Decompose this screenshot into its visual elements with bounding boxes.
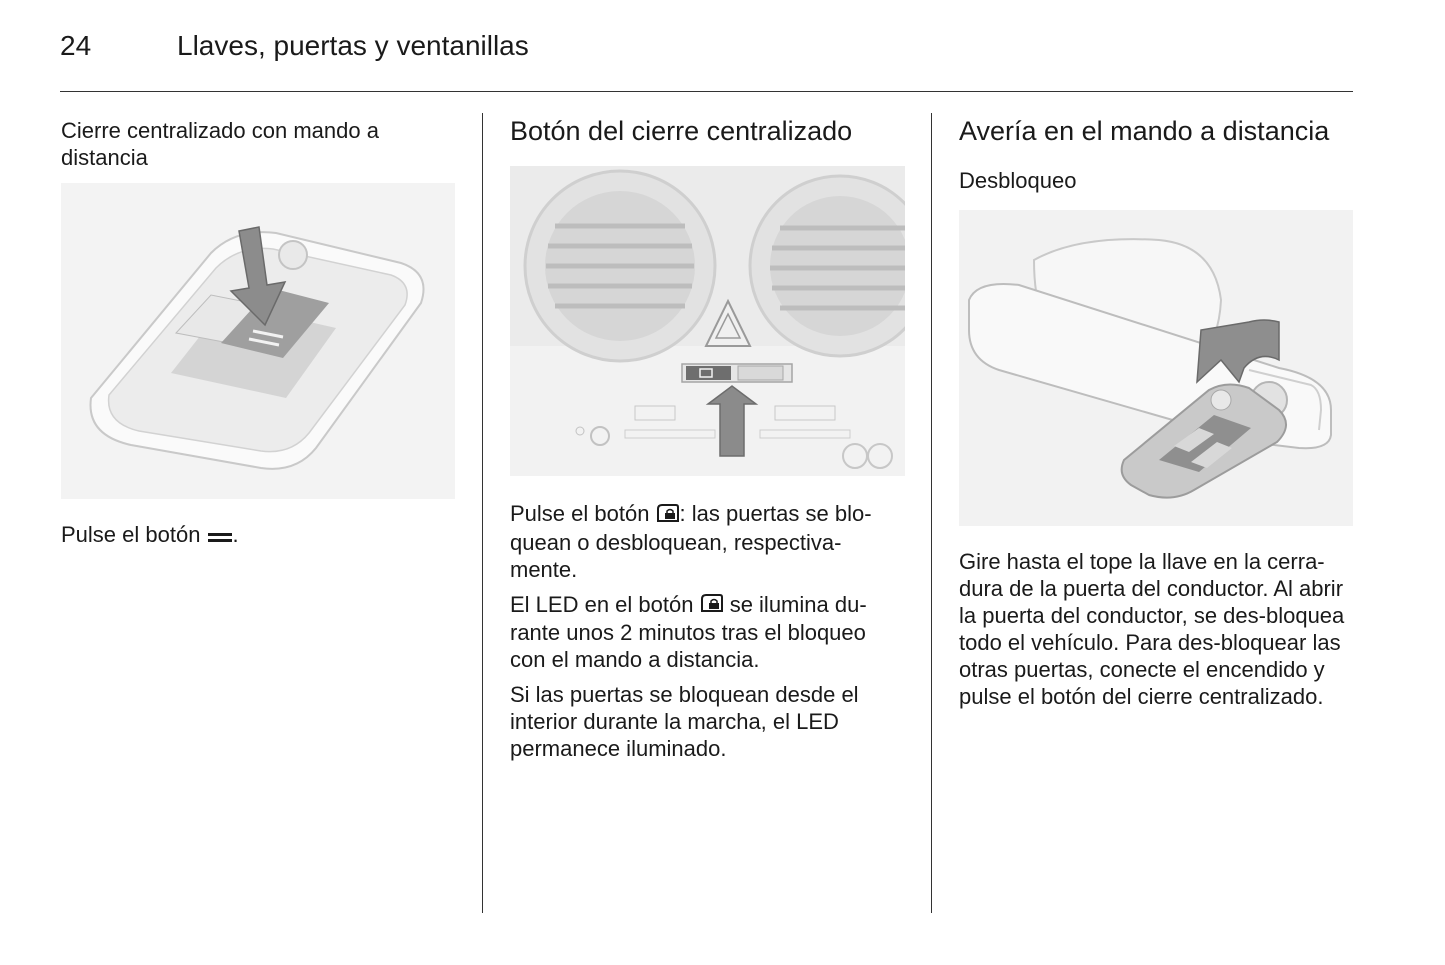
- paragraph: Gire hasta el tope la llave en la cerra-dura de la puerta del conductor. Al abrir la puerta del conductor, se des-bloquea todo el vehículo. Para des-bloquear las otras puertas, conecte el encendido y pulse el botón del cierre centralizado.: [959, 549, 1345, 709]
- press-button-text: [61, 521, 459, 550]
- paragraph: [510, 500, 905, 583]
- body-text: Pulse el botón: [510, 501, 656, 526]
- section-subheading: Desbloqueo: [959, 168, 1077, 193]
- paragraph: [510, 591, 905, 674]
- door-lock-button-icon: [700, 592, 724, 619]
- body-text: : las puertas se blo-quean o desbloquean, respectiva-mente.: [510, 501, 872, 582]
- page-number: 24: [60, 30, 92, 61]
- section-title: Botón del cierre centralizado: [510, 116, 853, 146]
- col1-body: [61, 521, 459, 550]
- column-remote-control: [61, 113, 459, 171]
- section-title: Avería en el mando a distancia: [959, 116, 1330, 146]
- key-in-door-illustration: [959, 210, 1353, 526]
- column-divider: [931, 113, 932, 913]
- page-header-title: Llaves, puertas y ventanillas: [177, 30, 529, 61]
- body-text: Pulse el botón: [61, 522, 207, 547]
- dashboard-button-illustration: [510, 166, 905, 476]
- paragraph: Si las puertas se bloquean desde el interior durante la marcha, el LED permanece iluminado.: [510, 682, 859, 762]
- section-subheading: Cierre centralizado con mando a distancia: [61, 118, 379, 170]
- body-text: El LED en el botón: [510, 591, 700, 617]
- remote-key-fob-illustration: [61, 183, 455, 499]
- lock-button-symbol-icon: [207, 523, 233, 550]
- body-text: .: [232, 522, 239, 547]
- column-remote-failure: [959, 113, 1353, 195]
- col2-body: [510, 500, 905, 762]
- body-text: se ilumina du-rante unos 2 minutos tras el bloqueo con el mando a distancia.: [510, 591, 867, 673]
- column-divider: [482, 113, 483, 913]
- col3-body: [959, 548, 1353, 710]
- header-rule: [60, 91, 1353, 92]
- door-lock-button-icon: [656, 502, 680, 529]
- column-central-lock-button: [510, 113, 905, 149]
